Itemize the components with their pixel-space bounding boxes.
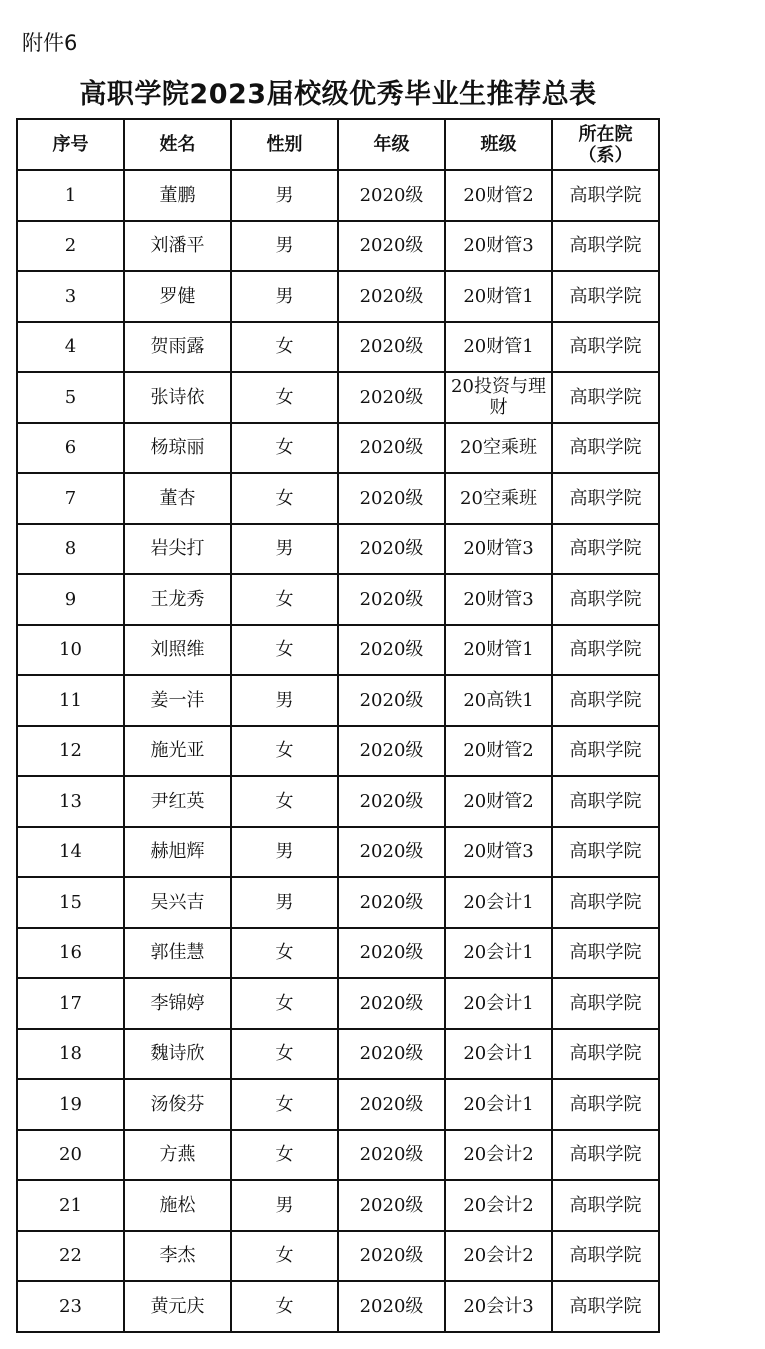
cell-class: 20财管2 <box>445 726 552 777</box>
cell-index: 2 <box>17 221 124 272</box>
document-title: 高职学院2023届校级优秀毕业生推荐总表 <box>79 79 597 110</box>
cell-gender: 女 <box>231 1281 338 1332</box>
cell-grade: 2020级 <box>338 524 445 575</box>
header-class: 班级 <box>445 119 552 170</box>
cell-name: 董杏 <box>124 473 231 524</box>
cell-grade: 2020级 <box>338 423 445 474</box>
cell-name: 施松 <box>124 1180 231 1231</box>
table-row <box>17 928 659 979</box>
cell-name: 施光亚 <box>124 726 231 777</box>
cell-department: 高职学院 <box>552 625 659 676</box>
header-gender: 性别 <box>231 119 338 170</box>
cell-department: 高职学院 <box>552 574 659 625</box>
cell-department: 高职学院 <box>552 221 659 272</box>
table-row <box>17 1029 659 1080</box>
cell-gender: 女 <box>231 726 338 777</box>
cell-department: 高职学院 <box>552 322 659 373</box>
cell-grade: 2020级 <box>338 877 445 928</box>
cell-class: 20会计1 <box>445 1079 552 1130</box>
cell-index: 4 <box>17 322 124 373</box>
cell-class: 20投资与理财 <box>445 372 552 423</box>
cell-department: 高职学院 <box>552 170 659 221</box>
cell-gender: 女 <box>231 322 338 373</box>
cell-name: 赫旭辉 <box>124 827 231 878</box>
cell-grade: 2020级 <box>338 1281 445 1332</box>
cell-grade: 2020级 <box>338 170 445 221</box>
cell-class: 20会计1 <box>445 1029 552 1080</box>
cell-department: 高职学院 <box>552 423 659 474</box>
cell-department: 高职学院 <box>552 1180 659 1231</box>
cell-grade: 2020级 <box>338 726 445 777</box>
table-row <box>17 978 659 1029</box>
cell-class: 20会计1 <box>445 978 552 1029</box>
cell-class: 20会计2 <box>445 1231 552 1282</box>
table-row <box>17 625 659 676</box>
cell-name: 黄元庆 <box>124 1281 231 1332</box>
cell-class: 20财管3 <box>445 221 552 272</box>
cell-class: 20财管3 <box>445 827 552 878</box>
cell-department: 高职学院 <box>552 726 659 777</box>
cell-grade: 2020级 <box>338 1079 445 1130</box>
table-body <box>17 170 659 1332</box>
table-row <box>17 1130 659 1181</box>
cell-class: 20会计3 <box>445 1281 552 1332</box>
cell-name: 汤俊芬 <box>124 1079 231 1130</box>
cell-class: 20财管2 <box>445 170 552 221</box>
table-row <box>17 524 659 575</box>
cell-grade: 2020级 <box>338 1180 445 1231</box>
cell-index: 5 <box>17 372 124 423</box>
cell-index: 11 <box>17 675 124 726</box>
table-row <box>17 221 659 272</box>
cell-gender: 女 <box>231 574 338 625</box>
table-row <box>17 322 659 373</box>
cell-grade: 2020级 <box>338 271 445 322</box>
table-row <box>17 726 659 777</box>
cell-department: 高职学院 <box>552 827 659 878</box>
cell-grade: 2020级 <box>338 1130 445 1181</box>
table-row <box>17 473 659 524</box>
cell-department: 高职学院 <box>552 928 659 979</box>
cell-gender: 男 <box>231 524 338 575</box>
cell-department: 高职学院 <box>552 978 659 1029</box>
cell-grade: 2020级 <box>338 574 445 625</box>
cell-index: 9 <box>17 574 124 625</box>
cell-department: 高职学院 <box>552 1130 659 1181</box>
cell-grade: 2020级 <box>338 776 445 827</box>
cell-gender: 女 <box>231 473 338 524</box>
cell-name: 李杰 <box>124 1231 231 1282</box>
cell-index: 20 <box>17 1130 124 1181</box>
cell-department: 高职学院 <box>552 271 659 322</box>
cell-class: 20财管1 <box>445 625 552 676</box>
cell-grade: 2020级 <box>338 372 445 423</box>
cell-grade: 2020级 <box>338 1029 445 1080</box>
cell-class: 20财管3 <box>445 524 552 575</box>
cell-class: 20财管2 <box>445 776 552 827</box>
cell-class: 20空乘班 <box>445 423 552 474</box>
cell-grade: 2020级 <box>338 827 445 878</box>
cell-gender: 女 <box>231 1130 338 1181</box>
cell-name: 李锦婷 <box>124 978 231 1029</box>
cell-gender: 女 <box>231 1079 338 1130</box>
cell-gender: 女 <box>231 776 338 827</box>
cell-grade: 2020级 <box>338 675 445 726</box>
cell-gender: 男 <box>231 675 338 726</box>
cell-grade: 2020级 <box>338 625 445 676</box>
cell-name: 张诗依 <box>124 372 231 423</box>
cell-name: 吴兴吉 <box>124 877 231 928</box>
table-row <box>17 675 659 726</box>
table-row <box>17 1079 659 1130</box>
table-row <box>17 1231 659 1282</box>
table-row <box>17 372 659 423</box>
cell-index: 12 <box>17 726 124 777</box>
cell-index: 16 <box>17 928 124 979</box>
cell-department: 高职学院 <box>552 1281 659 1332</box>
cell-department: 高职学院 <box>552 1231 659 1282</box>
cell-grade: 2020级 <box>338 221 445 272</box>
cell-name: 王龙秀 <box>124 574 231 625</box>
cell-grade: 2020级 <box>338 473 445 524</box>
table-row <box>17 170 659 221</box>
cell-name: 罗健 <box>124 271 231 322</box>
cell-class: 20会计2 <box>445 1130 552 1181</box>
table-row <box>17 574 659 625</box>
cell-grade: 2020级 <box>338 322 445 373</box>
header-name: 姓名 <box>124 119 231 170</box>
table-row <box>17 827 659 878</box>
cell-gender: 女 <box>231 423 338 474</box>
cell-index: 17 <box>17 978 124 1029</box>
cell-index: 15 <box>17 877 124 928</box>
cell-department: 高职学院 <box>552 776 659 827</box>
cell-gender: 男 <box>231 221 338 272</box>
cell-class: 20财管1 <box>445 271 552 322</box>
cell-name: 杨琼丽 <box>124 423 231 474</box>
header-grade: 年级 <box>338 119 445 170</box>
cell-department: 高职学院 <box>552 1029 659 1080</box>
table-row <box>17 423 659 474</box>
cell-class: 20高铁1 <box>445 675 552 726</box>
cell-gender: 女 <box>231 1231 338 1282</box>
cell-name: 董鹏 <box>124 170 231 221</box>
cell-department: 高职学院 <box>552 473 659 524</box>
cell-gender: 男 <box>231 271 338 322</box>
cell-department: 高职学院 <box>552 675 659 726</box>
cell-index: 23 <box>17 1281 124 1332</box>
cell-department: 高职学院 <box>552 372 659 423</box>
cell-index: 7 <box>17 473 124 524</box>
cell-index: 22 <box>17 1231 124 1282</box>
cell-gender: 男 <box>231 1180 338 1231</box>
recommendation-table <box>16 118 660 1333</box>
cell-gender: 女 <box>231 978 338 1029</box>
cell-name: 方燕 <box>124 1130 231 1181</box>
cell-name: 魏诗欣 <box>124 1029 231 1080</box>
cell-index: 3 <box>17 271 124 322</box>
cell-index: 6 <box>17 423 124 474</box>
cell-name: 刘照维 <box>124 625 231 676</box>
cell-gender: 女 <box>231 372 338 423</box>
cell-name: 姜一沣 <box>124 675 231 726</box>
cell-gender: 男 <box>231 827 338 878</box>
cell-gender: 男 <box>231 170 338 221</box>
cell-department: 高职学院 <box>552 524 659 575</box>
cell-gender: 男 <box>231 877 338 928</box>
cell-grade: 2020级 <box>338 928 445 979</box>
cell-department: 高职学院 <box>552 877 659 928</box>
cell-index: 21 <box>17 1180 124 1231</box>
table-row <box>17 1281 659 1332</box>
cell-index: 14 <box>17 827 124 878</box>
attachment-label: 附件6 <box>22 31 78 55</box>
cell-class: 20会计1 <box>445 928 552 979</box>
cell-gender: 女 <box>231 928 338 979</box>
cell-name: 岩尖打 <box>124 524 231 575</box>
cell-class: 20财管3 <box>445 574 552 625</box>
cell-name: 尹红英 <box>124 776 231 827</box>
cell-name: 贺雨露 <box>124 322 231 373</box>
cell-index: 19 <box>17 1079 124 1130</box>
table-row <box>17 877 659 928</box>
cell-name: 刘潘平 <box>124 221 231 272</box>
cell-index: 13 <box>17 776 124 827</box>
table-row <box>17 271 659 322</box>
cell-name: 郭佳慧 <box>124 928 231 979</box>
cell-index: 10 <box>17 625 124 676</box>
cell-gender: 女 <box>231 625 338 676</box>
cell-class: 20财管1 <box>445 322 552 373</box>
cell-class: 20空乘班 <box>445 473 552 524</box>
cell-department: 高职学院 <box>552 1079 659 1130</box>
cell-index: 1 <box>17 170 124 221</box>
cell-gender: 女 <box>231 1029 338 1080</box>
table-row <box>17 1180 659 1231</box>
cell-grade: 2020级 <box>338 1231 445 1282</box>
header-department: 所在院 （系） <box>552 119 659 170</box>
cell-class: 20会计2 <box>445 1180 552 1231</box>
cell-class: 20会计1 <box>445 877 552 928</box>
cell-index: 18 <box>17 1029 124 1080</box>
cell-grade: 2020级 <box>338 978 445 1029</box>
table-header-row <box>17 119 659 170</box>
table-row <box>17 776 659 827</box>
header-index: 序号 <box>17 119 124 170</box>
cell-index: 8 <box>17 524 124 575</box>
